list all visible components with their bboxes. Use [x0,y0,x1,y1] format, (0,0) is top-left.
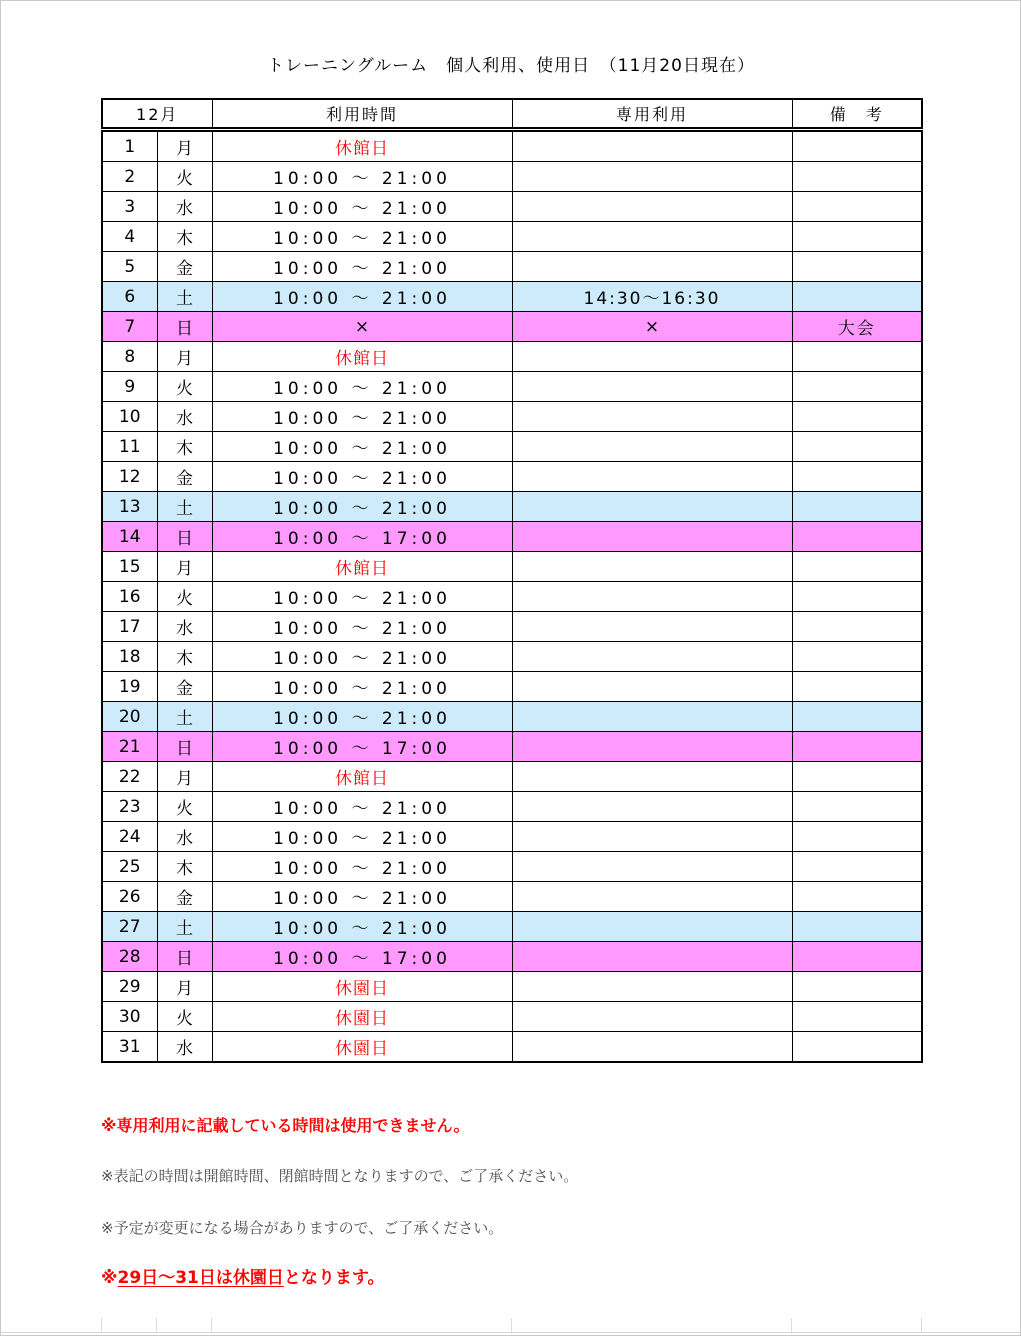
cell-remarks [792,972,922,1002]
cell-hours: 10:00 ～ 21:00 [212,192,512,222]
table-row [102,222,922,252]
table-row [102,852,922,882]
cell-weekday: 火 [157,1002,212,1032]
faint-gridline-vertical [511,1318,512,1332]
table-row [102,522,922,552]
cell-day: 31 [102,1032,157,1063]
cell-remarks [792,642,922,672]
cell-remarks [792,162,922,192]
cell-weekday: 水 [157,192,212,222]
cell-weekday: 火 [157,582,212,612]
cell-exclusive [512,252,792,282]
cell-hours: 10:00 ～ 21:00 [212,372,512,402]
cell-hours: 休園日 [212,972,512,1002]
cell-day: 22 [102,762,157,792]
cell-day: 14 [102,522,157,552]
note-park-closed-underlined: 29日～31日は休園日 [117,1268,284,1288]
cell-remarks [792,1002,922,1032]
cell-exclusive [512,1032,792,1063]
cell-remarks [792,222,922,252]
cell-weekday: 月 [157,552,212,582]
cell-weekday: 木 [157,222,212,252]
faint-gridline-vertical [156,1318,157,1332]
table-row [102,192,922,222]
cell-exclusive [512,192,792,222]
table-row [102,912,922,942]
cell-weekday: 火 [157,792,212,822]
schedule-table-body [102,130,922,1063]
cell-weekday: 月 [157,972,212,1002]
cell-day: 17 [102,612,157,642]
cell-day: 2 [102,162,157,192]
cell-weekday: 水 [157,1032,212,1063]
cell-exclusive [512,130,792,162]
page-title: トレーニングルーム 個人利用、使用日 （11月20日現在） [267,56,755,76]
cell-day: 13 [102,492,157,522]
cell-weekday: 水 [157,822,212,852]
cell-day: 26 [102,882,157,912]
cell-weekday: 土 [157,282,212,312]
cell-exclusive [512,432,792,462]
cell-weekday: 木 [157,642,212,672]
table-row [102,462,922,492]
cell-day: 4 [102,222,157,252]
cell-day: 9 [102,372,157,402]
faint-gridline-vertical [101,1318,102,1332]
table-row [102,672,922,702]
cell-exclusive [512,462,792,492]
table-row [102,702,922,732]
cell-exclusive [512,882,792,912]
cell-remarks [792,792,922,822]
cell-remarks [792,372,922,402]
cell-weekday: 日 [157,942,212,972]
cell-weekday: 火 [157,372,212,402]
cell-exclusive: 14:30～16:30 [512,282,792,312]
cell-remarks [792,852,922,882]
table-row [102,312,922,342]
table-row [102,972,922,1002]
cell-exclusive [512,852,792,882]
cell-remarks [792,612,922,642]
cell-hours: 10:00 ～ 21:00 [212,492,512,522]
cell-weekday: 月 [157,130,212,162]
table-row [102,612,922,642]
cell-weekday: 日 [157,312,212,342]
cell-hours: 休館日 [212,342,512,372]
cell-remarks [792,342,922,372]
cell-exclusive [512,912,792,942]
cell-day: 3 [102,192,157,222]
cell-weekday: 金 [157,462,212,492]
cell-exclusive [512,342,792,372]
table-row [102,822,922,852]
cell-exclusive [512,822,792,852]
table-row [102,130,922,162]
table-row [102,792,922,822]
cell-day: 30 [102,1002,157,1032]
header-month: 12月 [102,99,212,130]
faint-gridline-vertical [921,1318,922,1332]
cell-exclusive: × [512,312,792,342]
note-hours-info: ※表記の時間は開館時間、閉館時間となりますので、ご了承ください。 [101,1167,579,1185]
table-row [102,342,922,372]
cell-hours: 10:00 ～ 21:00 [212,612,512,642]
cell-day: 23 [102,792,157,822]
table-row [102,1032,922,1063]
cell-hours: 休園日 [212,1032,512,1063]
cell-hours: 10:00 ～ 17:00 [212,522,512,552]
table-row [102,732,922,762]
table-row [102,432,922,462]
table-row [102,492,922,522]
header-hours: 利用時間 [212,99,512,130]
cell-weekday: 土 [157,702,212,732]
cell-day: 5 [102,252,157,282]
cell-remarks: 大会 [792,312,922,342]
schedule-table [101,98,923,1063]
cell-weekday: 火 [157,162,212,192]
cell-day: 1 [102,130,157,162]
cell-exclusive [512,1002,792,1032]
cell-day: 15 [102,552,157,582]
cell-hours: 10:00 ～ 21:00 [212,882,512,912]
cell-day: 25 [102,852,157,882]
cell-day: 7 [102,312,157,342]
cell-hours: 10:00 ～ 21:00 [212,222,512,252]
cell-day: 18 [102,642,157,672]
cell-weekday: 水 [157,402,212,432]
cell-hours: 10:00 ～ 21:00 [212,642,512,672]
table-row [102,402,922,432]
cell-remarks [792,130,922,162]
cell-remarks [792,192,922,222]
faint-gridline-horizontal [1,1332,1020,1333]
cell-day: 28 [102,942,157,972]
cell-weekday: 金 [157,672,212,702]
cell-hours: 10:00 ～ 21:00 [212,852,512,882]
cell-day: 24 [102,822,157,852]
cell-exclusive [512,972,792,1002]
table-row [102,762,922,792]
cell-day: 10 [102,402,157,432]
cell-day: 19 [102,672,157,702]
cell-day: 6 [102,282,157,312]
header-row [102,99,922,130]
cell-weekday: 木 [157,432,212,462]
cell-remarks [792,672,922,702]
cell-hours: 10:00 ～ 21:00 [212,912,512,942]
cell-hours: 10:00 ～ 17:00 [212,942,512,972]
table-row [102,1002,922,1032]
cell-exclusive [512,702,792,732]
cell-exclusive [512,612,792,642]
cell-day: 12 [102,462,157,492]
note-exclusive-warning: ※専用利用に記載している時間は使用できません。 [101,1116,470,1135]
cell-remarks [792,402,922,432]
cell-day: 16 [102,582,157,612]
cell-remarks [792,942,922,972]
cell-remarks [792,462,922,492]
table-row [102,162,922,192]
table-row [102,372,922,402]
cell-hours: 休館日 [212,130,512,162]
table-row [102,252,922,282]
cell-exclusive [512,792,792,822]
cell-day: 8 [102,342,157,372]
cell-hours: 10:00 ～ 21:00 [212,402,512,432]
cell-weekday: 日 [157,732,212,762]
note-park-closed-suffix: となります。 [283,1268,385,1288]
note-park-closed [101,1263,385,1288]
cell-exclusive [512,222,792,252]
cell-hours: 10:00 ～ 21:00 [212,432,512,462]
cell-hours: 10:00 ～ 21:00 [212,282,512,312]
cell-weekday: 月 [157,762,212,792]
cell-exclusive [512,492,792,522]
cell-hours: 10:00 ～ 21:00 [212,582,512,612]
cell-weekday: 土 [157,492,212,522]
faint-gridline-vertical [211,1318,212,1332]
cell-remarks [792,822,922,852]
cell-exclusive [512,762,792,792]
cell-weekday: 日 [157,522,212,552]
cell-remarks [792,552,922,582]
cell-day: 27 [102,912,157,942]
table-row [102,582,922,612]
cell-hours: 休園日 [212,1002,512,1032]
cell-remarks [792,882,922,912]
cell-hours: 10:00 ～ 17:00 [212,732,512,762]
cell-hours: 10:00 ～ 21:00 [212,252,512,282]
cell-weekday: 金 [157,252,212,282]
cell-remarks [792,522,922,552]
note-schedule-change: ※予定が変更になる場合がありますので、ご了承ください。 [101,1219,504,1237]
cell-day: 21 [102,732,157,762]
cell-hours: 休館日 [212,552,512,582]
cell-remarks [792,582,922,612]
faint-gridline-vertical [791,1318,792,1332]
cell-remarks [792,492,922,522]
cell-exclusive [512,582,792,612]
cell-remarks [792,912,922,942]
cell-weekday: 月 [157,342,212,372]
cell-weekday: 水 [157,612,212,642]
cell-hours: 10:00 ～ 21:00 [212,162,512,192]
cell-exclusive [512,552,792,582]
table-row [102,882,922,912]
cell-exclusive [512,672,792,702]
cell-exclusive [512,372,792,402]
table-row [102,942,922,972]
header-exclusive: 専用利用 [512,99,792,130]
cell-weekday: 土 [157,912,212,942]
table-row [102,552,922,582]
table-row [102,642,922,672]
cell-hours: 10:00 ～ 21:00 [212,672,512,702]
cell-day: 29 [102,972,157,1002]
cell-weekday: 木 [157,852,212,882]
cell-weekday: 金 [157,882,212,912]
cell-hours: 休館日 [212,762,512,792]
cell-remarks [792,432,922,462]
cell-hours: × [212,312,512,342]
cell-exclusive [512,642,792,672]
cell-remarks [792,282,922,312]
cell-exclusive [512,522,792,552]
cell-exclusive [512,162,792,192]
cell-hours: 10:00 ～ 21:00 [212,792,512,822]
cell-exclusive [512,402,792,432]
cell-day: 20 [102,702,157,732]
cell-remarks [792,732,922,762]
cell-remarks [792,1032,922,1063]
table-row [102,282,922,312]
cell-hours: 10:00 ～ 21:00 [212,822,512,852]
cell-exclusive [512,942,792,972]
cell-day: 11 [102,432,157,462]
cell-remarks [792,252,922,282]
cell-hours: 10:00 ～ 21:00 [212,702,512,732]
note-park-closed-prefix: ※ [101,1268,118,1288]
cell-hours: 10:00 ～ 21:00 [212,462,512,492]
header-remarks: 備 考 [792,99,922,130]
cell-remarks [792,762,922,792]
cell-remarks [792,702,922,732]
cell-exclusive [512,732,792,762]
